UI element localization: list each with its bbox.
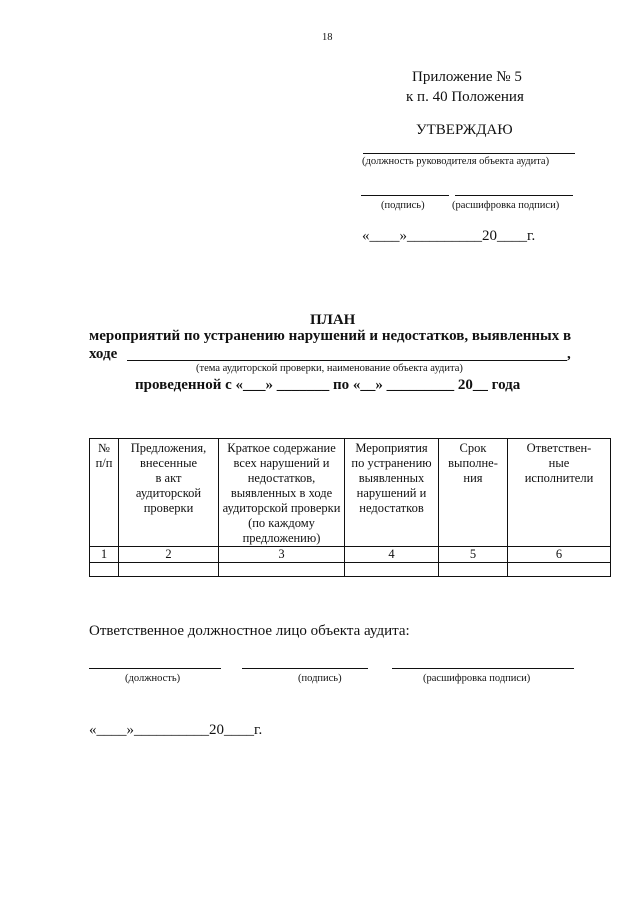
responsible-decoding-caption: (расшифровка подписи) [423,673,531,684]
col-header-deadline [439,439,508,547]
empty-cell [439,563,508,577]
column-number: 2 [119,547,219,563]
header-text: внесенные [139,456,198,470]
column-number: 3 [219,547,345,563]
header-text: исполнители [524,471,594,485]
page-number: 18 [322,32,333,43]
table-row [90,563,611,577]
signature-line [361,195,449,196]
header-text: выявленных в ходе [230,486,333,500]
topic-caption: (тема аудиторской проверки, наименование объекта аудита) [196,363,463,374]
column-number: 4 [345,547,439,563]
column-number: 5 [439,547,508,563]
appendix-reference: к п. 40 Положения [406,89,524,105]
header-text: Срок [459,441,487,455]
plan-table [89,438,611,577]
empty-cell [219,563,345,577]
header-text: выполне- [448,456,498,470]
header-text: проверки [143,501,194,515]
plan-subtitle-continued: ходе [89,346,118,362]
header-text: по устранению [351,456,432,470]
empty-cell [508,563,611,577]
topic-comma: , [567,346,571,362]
decoding-caption: (расшифровка подписи) [452,200,560,211]
header-text: ные [548,456,570,470]
col-header-proposals [119,439,219,547]
approve-title: УТВЕРЖДАЮ [416,122,513,138]
header-text: Краткое содержание [227,441,336,455]
header-text: Ответствен- [526,441,592,455]
header-text: Предложения, [130,441,207,455]
header-text: недостатков, [247,471,316,485]
header-text: аудиторской проверки [222,501,341,515]
head-position-caption: (должность руководителя объекта аудита) [362,156,550,167]
column-number: 6 [508,547,611,563]
header-text: недостатков [359,501,424,515]
header-text: № [98,441,110,455]
appendix-number: Приложение № 5 [412,69,522,85]
header-text: аудиторской [135,486,202,500]
column-number: 1 [90,547,119,563]
signature-caption: (подпись) [381,200,425,211]
header-text: всех нарушений и [233,456,330,470]
header-text: выявленных [358,471,425,485]
col-header-summary [219,439,345,547]
header-text: ния [463,471,483,485]
decoding-line [455,195,573,196]
responsible-label: Ответственное должностное лицо объекта аудита: [89,623,410,639]
responsible-signature-caption: (подпись) [298,673,342,684]
header-text: (по каждому [248,516,315,530]
plan-subtitle: мероприятий по устранению нарушений и недостатков, выявленных в [89,328,572,344]
header-text: нарушений и [356,486,427,500]
col-header-number [90,439,119,547]
empty-cell [90,563,119,577]
header-text: в акт [155,471,182,485]
column-number-row [90,547,611,563]
header-text: п/п [95,456,113,470]
approve-date-line: «____»__________20____г. [362,228,536,244]
responsible-date-line: «____»__________20____г. [89,722,263,738]
responsible-position-line [89,668,221,669]
conducted-period: проведенной с «___» _______ по «__» _________ 20__ года [135,377,521,393]
col-header-executors [508,439,611,547]
position-line [363,153,575,154]
empty-cell [345,563,439,577]
header-text: предложению) [242,531,321,545]
topic-line [127,360,567,361]
table-header-row [90,439,611,547]
responsible-decoding-line [392,668,574,669]
col-header-measures [345,439,439,547]
responsible-signature-line [242,668,368,669]
responsible-position-caption: (должность) [125,673,181,684]
plan-title: ПЛАН [310,312,356,328]
empty-cell [119,563,219,577]
header-text: Мероприятия [355,441,428,455]
